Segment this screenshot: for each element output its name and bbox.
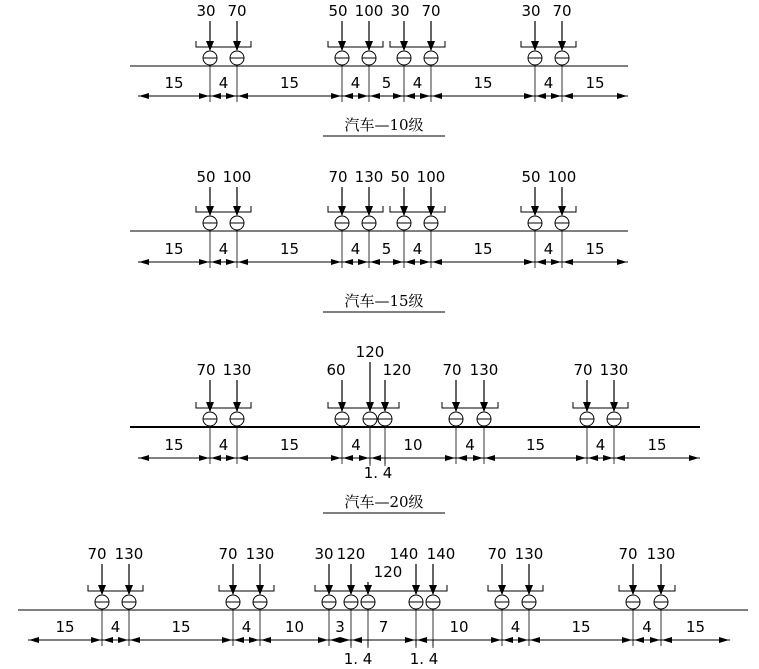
axle-load-label: 70 bbox=[552, 2, 572, 20]
spacing-label: 10 bbox=[284, 618, 305, 636]
axle-load-label: 70 bbox=[218, 545, 238, 563]
axle-load-label: 70 bbox=[196, 361, 216, 379]
spacing-label: 5 bbox=[381, 74, 392, 92]
spacing-label: 4 bbox=[543, 74, 554, 92]
vehicle-bracket bbox=[573, 402, 628, 408]
axle-load-label: 100 bbox=[547, 168, 577, 186]
diagram-g20 bbox=[130, 343, 700, 513]
axle-load-label: 70 bbox=[87, 545, 107, 563]
spacing-label: 4 bbox=[510, 618, 521, 636]
spacing-label: 15 bbox=[585, 74, 605, 92]
axle-load-label: 50 bbox=[328, 2, 348, 20]
spacing-label: 15 bbox=[164, 74, 184, 92]
axle-load-label: 120 bbox=[373, 563, 403, 581]
vehicle-bracket bbox=[196, 41, 251, 47]
axle-load-label: 30 bbox=[390, 2, 410, 20]
axle-load-label: 50 bbox=[390, 168, 410, 186]
axle-load-label: 30 bbox=[314, 545, 334, 563]
vehicle-bracket bbox=[390, 206, 445, 212]
spacing-label: 4 bbox=[465, 436, 475, 454]
axle-load-label: 70 bbox=[442, 361, 462, 379]
spacing-label: 4 bbox=[218, 240, 229, 258]
axle-load-label: 70 bbox=[421, 2, 441, 20]
vehicle-bracket bbox=[219, 585, 274, 591]
spacing-label: 15 bbox=[473, 74, 493, 92]
diagram-g20x bbox=[18, 545, 748, 668]
spacing-label: 4 bbox=[595, 436, 606, 454]
spacing-label: 4 bbox=[642, 618, 652, 636]
diagram-caption: 汽车—15级 bbox=[344, 292, 424, 310]
spacing-label: 15 bbox=[525, 436, 546, 454]
vehicle-bracket bbox=[88, 585, 143, 591]
axle-load-label: 120 bbox=[355, 343, 385, 361]
axle-load-label: 50 bbox=[196, 168, 216, 186]
spacing-label: 4 bbox=[241, 618, 252, 636]
axle-load-label: 120 bbox=[336, 545, 366, 563]
spacing-label: 7 bbox=[378, 618, 389, 636]
spacing-label: 4 bbox=[218, 436, 229, 454]
axle-load-label: 120 bbox=[382, 361, 412, 379]
axle-load-label: 30 bbox=[196, 2, 216, 20]
axle-load-label: 130 bbox=[114, 545, 144, 563]
spacing-label: 4 bbox=[110, 618, 121, 636]
spacing-label: 15 bbox=[279, 240, 300, 258]
spacing-label: 15 bbox=[685, 618, 706, 636]
axle-load-label: 30 bbox=[521, 2, 541, 20]
diagram-caption: 汽车—20级 bbox=[344, 493, 424, 511]
spacing-label: 15 bbox=[55, 618, 75, 636]
spacing-label: 15 bbox=[473, 240, 493, 258]
spacing-label: 15 bbox=[585, 240, 605, 258]
axle-load-label: 130 bbox=[599, 361, 629, 379]
axle-load-label: 100 bbox=[222, 168, 252, 186]
spacing-label: 4 bbox=[351, 436, 361, 454]
axle-load-label: 100 bbox=[416, 168, 446, 186]
spacing-label: 10 bbox=[449, 618, 469, 636]
axle-load-label: 140 bbox=[389, 545, 419, 563]
axle-load-label: 130 bbox=[222, 361, 252, 379]
diagram-caption: 汽车—10级 bbox=[344, 116, 424, 134]
diagram-g10 bbox=[130, 2, 628, 136]
spacing-label: 15 bbox=[279, 74, 300, 92]
spacing-label: 4 bbox=[412, 240, 423, 258]
vehicle-bracket bbox=[196, 402, 251, 408]
spacing-label: 15 bbox=[647, 436, 667, 454]
axle-load-label: 70 bbox=[227, 2, 247, 20]
axle-load-label: 130 bbox=[354, 168, 384, 186]
axle-load-label: 130 bbox=[514, 545, 544, 563]
sub-spacing-label: 1. 4 bbox=[363, 464, 393, 482]
spacing-label: 15 bbox=[279, 436, 300, 454]
vehicle-bracket bbox=[521, 41, 576, 47]
vehicle-bracket bbox=[521, 206, 576, 212]
spacing-label: 3 bbox=[335, 618, 345, 636]
axle-load-label: 60 bbox=[326, 361, 346, 379]
vehicle-bracket bbox=[328, 41, 383, 47]
spacing-label: 4 bbox=[350, 74, 361, 92]
spacing-label: 4 bbox=[218, 74, 229, 92]
spacing-label: 15 bbox=[164, 240, 184, 258]
axle-load-label: 130 bbox=[469, 361, 499, 379]
axle-load-label: 70 bbox=[487, 545, 507, 563]
vehicle-bracket bbox=[196, 206, 251, 212]
spacing-label: 5 bbox=[381, 240, 392, 258]
axle-load-label: 70 bbox=[328, 168, 348, 186]
vehicle-bracket bbox=[619, 585, 675, 591]
axle-load-label: 50 bbox=[521, 168, 541, 186]
spacing-label: 15 bbox=[571, 618, 591, 636]
axle-load-label: 130 bbox=[245, 545, 275, 563]
sub-spacing-label: 1. 4 bbox=[409, 650, 439, 668]
vehicle-bracket bbox=[328, 206, 383, 212]
vehicle-bracket bbox=[488, 585, 543, 591]
axle-load-label: 140 bbox=[426, 545, 456, 563]
vehicle-bracket bbox=[442, 402, 498, 408]
sub-spacing-label: 1. 4 bbox=[343, 650, 373, 668]
spacing-label: 4 bbox=[412, 74, 423, 92]
diagram-g15 bbox=[130, 168, 628, 312]
spacing-label: 10 bbox=[403, 436, 423, 454]
axle-load-label: 70 bbox=[618, 545, 638, 563]
vehicle-bracket bbox=[390, 41, 445, 47]
spacing-label: 15 bbox=[164, 436, 184, 454]
vehicle-bracket bbox=[315, 585, 447, 591]
axle-load-label: 70 bbox=[573, 361, 593, 379]
spacing-label: 15 bbox=[171, 618, 191, 636]
axle-load-label: 100 bbox=[354, 2, 384, 20]
vehicle-bracket bbox=[328, 402, 399, 408]
spacing-label: 4 bbox=[350, 240, 361, 258]
spacing-label: 4 bbox=[543, 240, 554, 258]
axle-load-label: 130 bbox=[646, 545, 676, 563]
